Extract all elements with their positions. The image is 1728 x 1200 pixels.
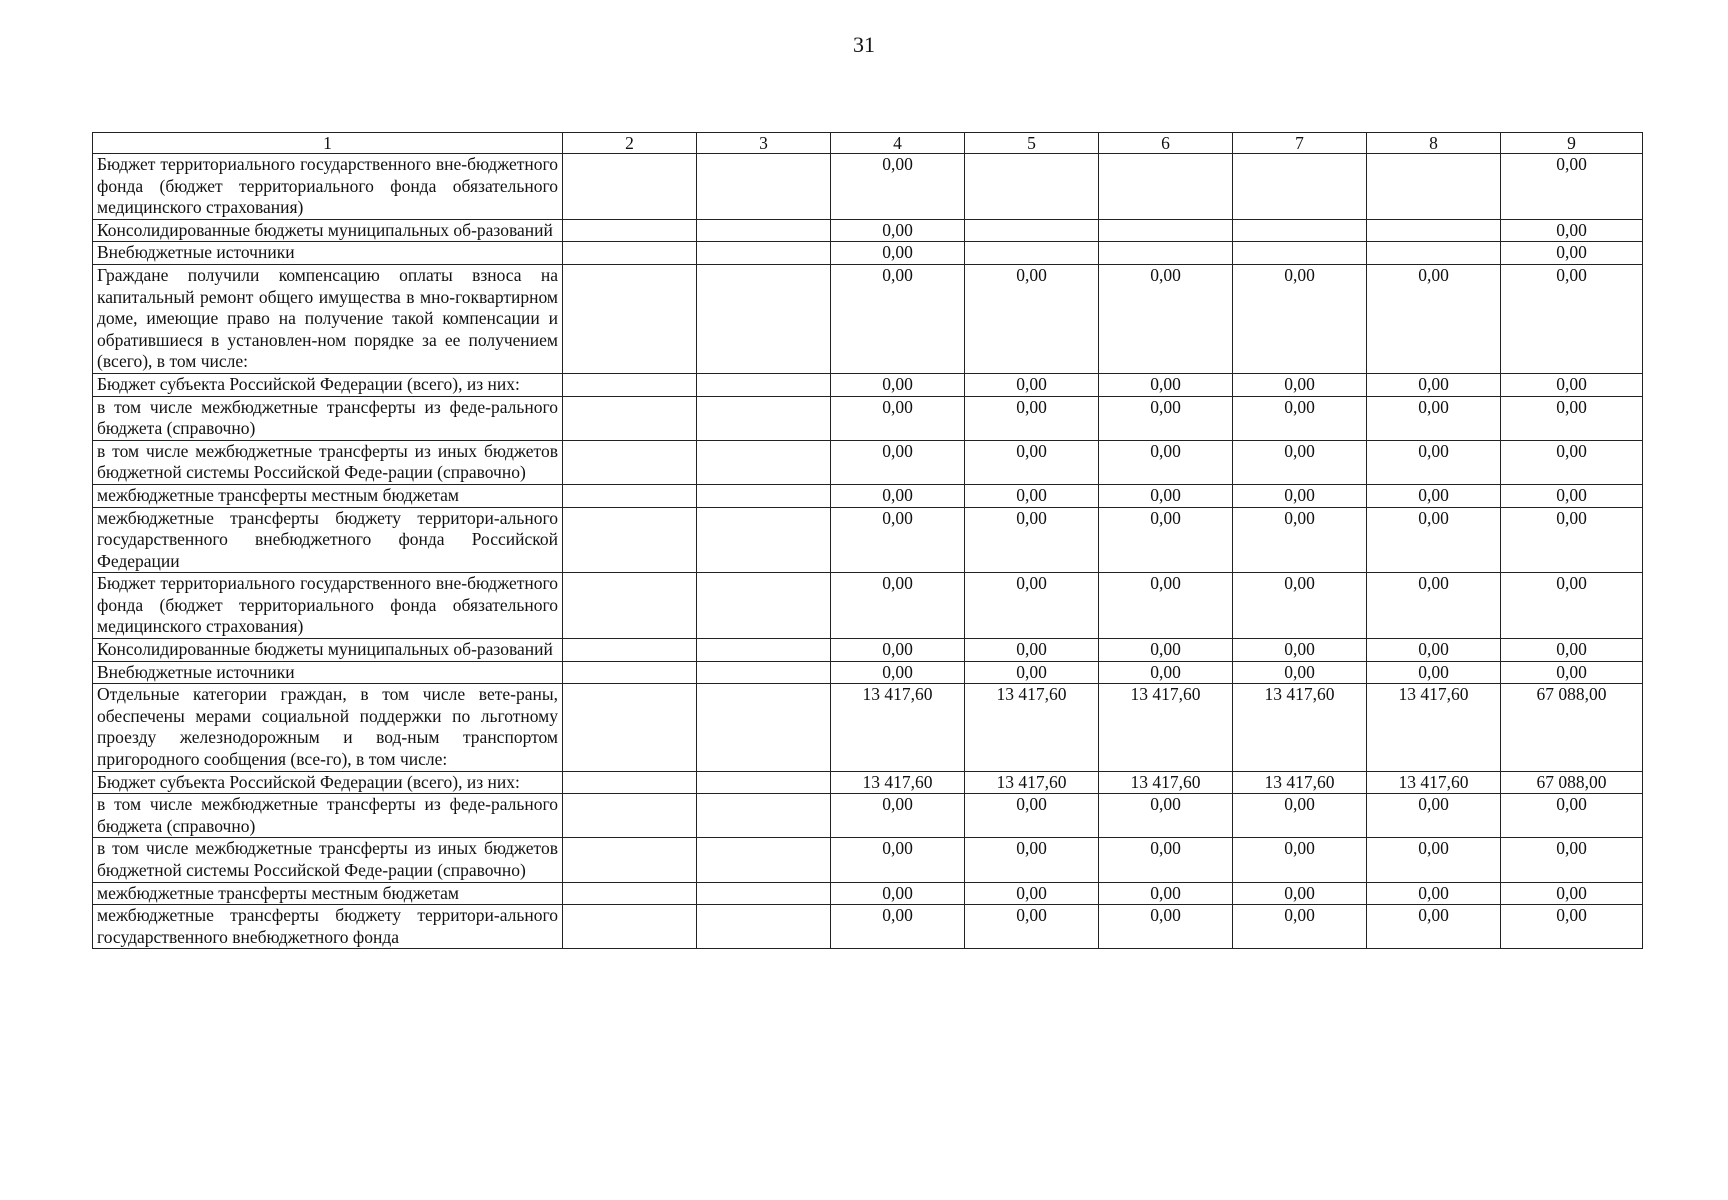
value-cell: 0,00 xyxy=(1367,573,1501,639)
value-cell: 0,00 xyxy=(831,838,965,882)
value-cell xyxy=(563,373,697,396)
value-cell: 13 417,60 xyxy=(1233,684,1367,771)
row-label: межбюджетные трансферты местным бюджетам xyxy=(93,484,563,507)
value-cell: 0,00 xyxy=(1367,507,1501,573)
row-label: Бюджет территориального государственного вне-бюджетного фонда (бюджет территориального фонда обязательного медицинского страхования) xyxy=(93,154,563,220)
value-cell: 67 088,00 xyxy=(1501,771,1643,794)
table-row xyxy=(93,882,1643,905)
value-cell: 0,00 xyxy=(1501,154,1643,220)
column-header: 5 xyxy=(965,133,1099,154)
value-cell xyxy=(697,242,831,265)
column-header: 2 xyxy=(563,133,697,154)
table-row xyxy=(93,154,1643,220)
value-cell xyxy=(563,264,697,373)
value-cell: 13 417,60 xyxy=(1233,771,1367,794)
value-cell: 0,00 xyxy=(965,905,1099,949)
value-cell: 0,00 xyxy=(1501,794,1643,838)
value-cell: 13 417,60 xyxy=(1099,771,1233,794)
value-cell xyxy=(965,219,1099,242)
column-header: 9 xyxy=(1501,133,1643,154)
value-cell: 67 088,00 xyxy=(1501,684,1643,771)
table-row xyxy=(93,905,1643,949)
row-label: Отдельные категории граждан, в том числе вете-раны, обеспечены мерами социальной поддержки по льготному проезду железнодорожным и вод-ным транспортом пригородного сообщения (все-го), в том числе: xyxy=(93,684,563,771)
value-cell: 0,00 xyxy=(1233,264,1367,373)
value-cell: 0,00 xyxy=(965,440,1099,484)
value-cell xyxy=(563,882,697,905)
value-cell xyxy=(563,794,697,838)
column-header: 6 xyxy=(1099,133,1233,154)
value-cell: 13 417,60 xyxy=(831,771,965,794)
table-row xyxy=(93,573,1643,639)
value-cell: 0,00 xyxy=(1367,396,1501,440)
table-row xyxy=(93,373,1643,396)
value-cell xyxy=(697,484,831,507)
value-cell: 0,00 xyxy=(965,661,1099,684)
table-row xyxy=(93,838,1643,882)
table-row xyxy=(93,507,1643,573)
value-cell: 0,00 xyxy=(1501,507,1643,573)
table-row xyxy=(93,684,1643,771)
value-cell xyxy=(563,573,697,639)
value-cell: 0,00 xyxy=(1501,264,1643,373)
column-header: 1 xyxy=(93,133,563,154)
value-cell: 13 417,60 xyxy=(965,684,1099,771)
value-cell xyxy=(563,242,697,265)
column-header: 7 xyxy=(1233,133,1367,154)
value-cell: 0,00 xyxy=(965,396,1099,440)
value-cell: 0,00 xyxy=(831,573,965,639)
value-cell: 0,00 xyxy=(1233,440,1367,484)
value-cell: 0,00 xyxy=(831,794,965,838)
value-cell: 0,00 xyxy=(965,573,1099,639)
value-cell xyxy=(697,684,831,771)
value-cell: 0,00 xyxy=(1367,264,1501,373)
value-cell: 0,00 xyxy=(1099,905,1233,949)
value-cell: 0,00 xyxy=(965,838,1099,882)
value-cell xyxy=(965,154,1099,220)
value-cell: 0,00 xyxy=(831,242,965,265)
row-label: Внебюджетные источники xyxy=(93,661,563,684)
value-cell: 0,00 xyxy=(831,264,965,373)
table-header-row xyxy=(93,133,1643,154)
column-header: 3 xyxy=(697,133,831,154)
value-cell: 0,00 xyxy=(1233,396,1367,440)
value-cell: 0,00 xyxy=(1233,661,1367,684)
row-label: Консолидированные бюджеты муниципальных об-разований xyxy=(93,219,563,242)
value-cell: 0,00 xyxy=(1099,484,1233,507)
value-cell: 0,00 xyxy=(831,219,965,242)
table-row xyxy=(93,264,1643,373)
value-cell xyxy=(697,882,831,905)
row-label: Бюджет субъекта Российской Федерации (всего), из них: xyxy=(93,771,563,794)
value-cell: 0,00 xyxy=(1233,882,1367,905)
table-row xyxy=(93,440,1643,484)
value-cell: 0,00 xyxy=(1099,373,1233,396)
value-cell: 0,00 xyxy=(1099,440,1233,484)
value-cell: 0,00 xyxy=(1233,507,1367,573)
value-cell: 13 417,60 xyxy=(965,771,1099,794)
value-cell xyxy=(1099,242,1233,265)
value-cell xyxy=(1367,154,1501,220)
value-cell xyxy=(697,219,831,242)
value-cell: 0,00 xyxy=(831,507,965,573)
value-cell: 0,00 xyxy=(1099,882,1233,905)
value-cell: 0,00 xyxy=(1501,242,1643,265)
value-cell: 0,00 xyxy=(831,440,965,484)
value-cell: 0,00 xyxy=(965,484,1099,507)
value-cell: 0,00 xyxy=(965,507,1099,573)
value-cell: 0,00 xyxy=(1501,396,1643,440)
value-cell: 0,00 xyxy=(831,639,965,662)
value-cell: 0,00 xyxy=(831,396,965,440)
row-label: Граждане получили компенсацию оплаты взноса на капитальный ремонт общего имущества в мно-гоквартирном доме, имеющие право на получение такой компенсации и обратившиеся в установлен-ном порядке за ее получением (всего), в том числе: xyxy=(93,264,563,373)
budget-table xyxy=(92,132,1643,949)
row-label: межбюджетные трансферты бюджету территори-ального государственного внебюджетного фонда xyxy=(93,905,563,949)
table-row xyxy=(93,661,1643,684)
value-cell xyxy=(563,771,697,794)
value-cell: 0,00 xyxy=(1501,484,1643,507)
value-cell xyxy=(563,484,697,507)
value-cell xyxy=(1367,242,1501,265)
value-cell: 0,00 xyxy=(1099,794,1233,838)
value-cell: 0,00 xyxy=(1367,373,1501,396)
row-label: в том числе межбюджетные трансферты из иных бюджетов бюджетной системы Российской Феде-рации (справочно) xyxy=(93,838,563,882)
value-cell: 0,00 xyxy=(1233,794,1367,838)
value-cell: 0,00 xyxy=(1099,396,1233,440)
value-cell: 0,00 xyxy=(1367,639,1501,662)
row-label: межбюджетные трансферты местным бюджетам xyxy=(93,882,563,905)
value-cell: 0,00 xyxy=(1099,573,1233,639)
value-cell: 0,00 xyxy=(1501,639,1643,662)
value-cell xyxy=(563,507,697,573)
value-cell: 0,00 xyxy=(1099,661,1233,684)
value-cell xyxy=(563,661,697,684)
value-cell xyxy=(697,794,831,838)
value-cell: 0,00 xyxy=(1233,573,1367,639)
value-cell: 0,00 xyxy=(831,484,965,507)
value-cell xyxy=(563,154,697,220)
value-cell: 0,00 xyxy=(965,264,1099,373)
value-cell xyxy=(697,507,831,573)
value-cell: 0,00 xyxy=(1367,661,1501,684)
value-cell xyxy=(563,440,697,484)
value-cell xyxy=(563,639,697,662)
row-label: в том числе межбюджетные трансферты из феде-рального бюджета (справочно) xyxy=(93,396,563,440)
value-cell: 0,00 xyxy=(1099,838,1233,882)
value-cell xyxy=(697,573,831,639)
value-cell xyxy=(697,661,831,684)
table-row xyxy=(93,484,1643,507)
value-cell: 0,00 xyxy=(1501,373,1643,396)
value-cell xyxy=(563,838,697,882)
value-cell xyxy=(697,440,831,484)
value-cell: 0,00 xyxy=(1367,882,1501,905)
column-header: 8 xyxy=(1367,133,1501,154)
value-cell xyxy=(563,219,697,242)
value-cell: 0,00 xyxy=(1367,794,1501,838)
value-cell: 0,00 xyxy=(1501,661,1643,684)
table-row xyxy=(93,794,1643,838)
row-label: межбюджетные трансферты бюджету территори-ального государственного внебюджетного фонда Российской Федерации xyxy=(93,507,563,573)
value-cell: 0,00 xyxy=(1099,639,1233,662)
row-label: Бюджет территориального государственного вне-бюджетного фонда (бюджет территориального фонда обязательного медицинского страхования) xyxy=(93,573,563,639)
table-body xyxy=(93,154,1643,949)
table-row xyxy=(93,771,1643,794)
value-cell: 0,00 xyxy=(831,661,965,684)
column-header: 4 xyxy=(831,133,965,154)
value-cell xyxy=(697,905,831,949)
row-label: Внебюджетные источники xyxy=(93,242,563,265)
value-cell xyxy=(563,905,697,949)
row-label: Бюджет субъекта Российской Федерации (всего), из них: xyxy=(93,373,563,396)
table-row xyxy=(93,639,1643,662)
table-row xyxy=(93,396,1643,440)
row-label: в том числе межбюджетные трансферты из иных бюджетов бюджетной системы Российской Феде-рации (справочно) xyxy=(93,440,563,484)
value-cell: 0,00 xyxy=(1367,905,1501,949)
row-label: в том числе межбюджетные трансферты из феде-рального бюджета (справочно) xyxy=(93,794,563,838)
value-cell: 0,00 xyxy=(1233,639,1367,662)
value-cell xyxy=(563,396,697,440)
value-cell: 0,00 xyxy=(1501,838,1643,882)
value-cell: 0,00 xyxy=(1367,440,1501,484)
value-cell xyxy=(697,264,831,373)
page-number: 31 xyxy=(853,32,875,57)
value-cell xyxy=(1367,219,1501,242)
value-cell: 0,00 xyxy=(1501,905,1643,949)
value-cell: 0,00 xyxy=(965,639,1099,662)
value-cell: 13 417,60 xyxy=(831,684,965,771)
value-cell xyxy=(697,373,831,396)
value-cell: 13 417,60 xyxy=(1099,684,1233,771)
value-cell: 13 417,60 xyxy=(1367,771,1501,794)
table-row xyxy=(93,242,1643,265)
value-cell: 0,00 xyxy=(1233,838,1367,882)
value-cell: 0,00 xyxy=(965,794,1099,838)
row-label: Консолидированные бюджеты муниципальных об-разований xyxy=(93,639,563,662)
value-cell: 0,00 xyxy=(1501,440,1643,484)
table-row xyxy=(93,219,1643,242)
value-cell xyxy=(1233,219,1367,242)
value-cell: 13 417,60 xyxy=(1367,684,1501,771)
value-cell: 0,00 xyxy=(1233,484,1367,507)
value-cell: 0,00 xyxy=(1367,838,1501,882)
value-cell: 0,00 xyxy=(1099,507,1233,573)
value-cell: 0,00 xyxy=(831,905,965,949)
value-cell: 0,00 xyxy=(1501,882,1643,905)
value-cell xyxy=(697,154,831,220)
value-cell xyxy=(697,771,831,794)
value-cell xyxy=(965,242,1099,265)
value-cell: 0,00 xyxy=(1099,264,1233,373)
value-cell: 0,00 xyxy=(831,154,965,220)
value-cell xyxy=(697,838,831,882)
value-cell xyxy=(1233,242,1367,265)
value-cell: 0,00 xyxy=(1233,905,1367,949)
value-cell: 0,00 xyxy=(831,882,965,905)
value-cell: 0,00 xyxy=(965,882,1099,905)
value-cell: 0,00 xyxy=(831,373,965,396)
value-cell xyxy=(1099,219,1233,242)
value-cell xyxy=(563,684,697,771)
value-cell: 0,00 xyxy=(1501,573,1643,639)
value-cell: 0,00 xyxy=(1233,373,1367,396)
value-cell: 0,00 xyxy=(965,373,1099,396)
value-cell: 0,00 xyxy=(1501,219,1643,242)
value-cell xyxy=(1233,154,1367,220)
value-cell xyxy=(697,396,831,440)
value-cell xyxy=(1099,154,1233,220)
value-cell xyxy=(697,639,831,662)
value-cell: 0,00 xyxy=(1367,484,1501,507)
